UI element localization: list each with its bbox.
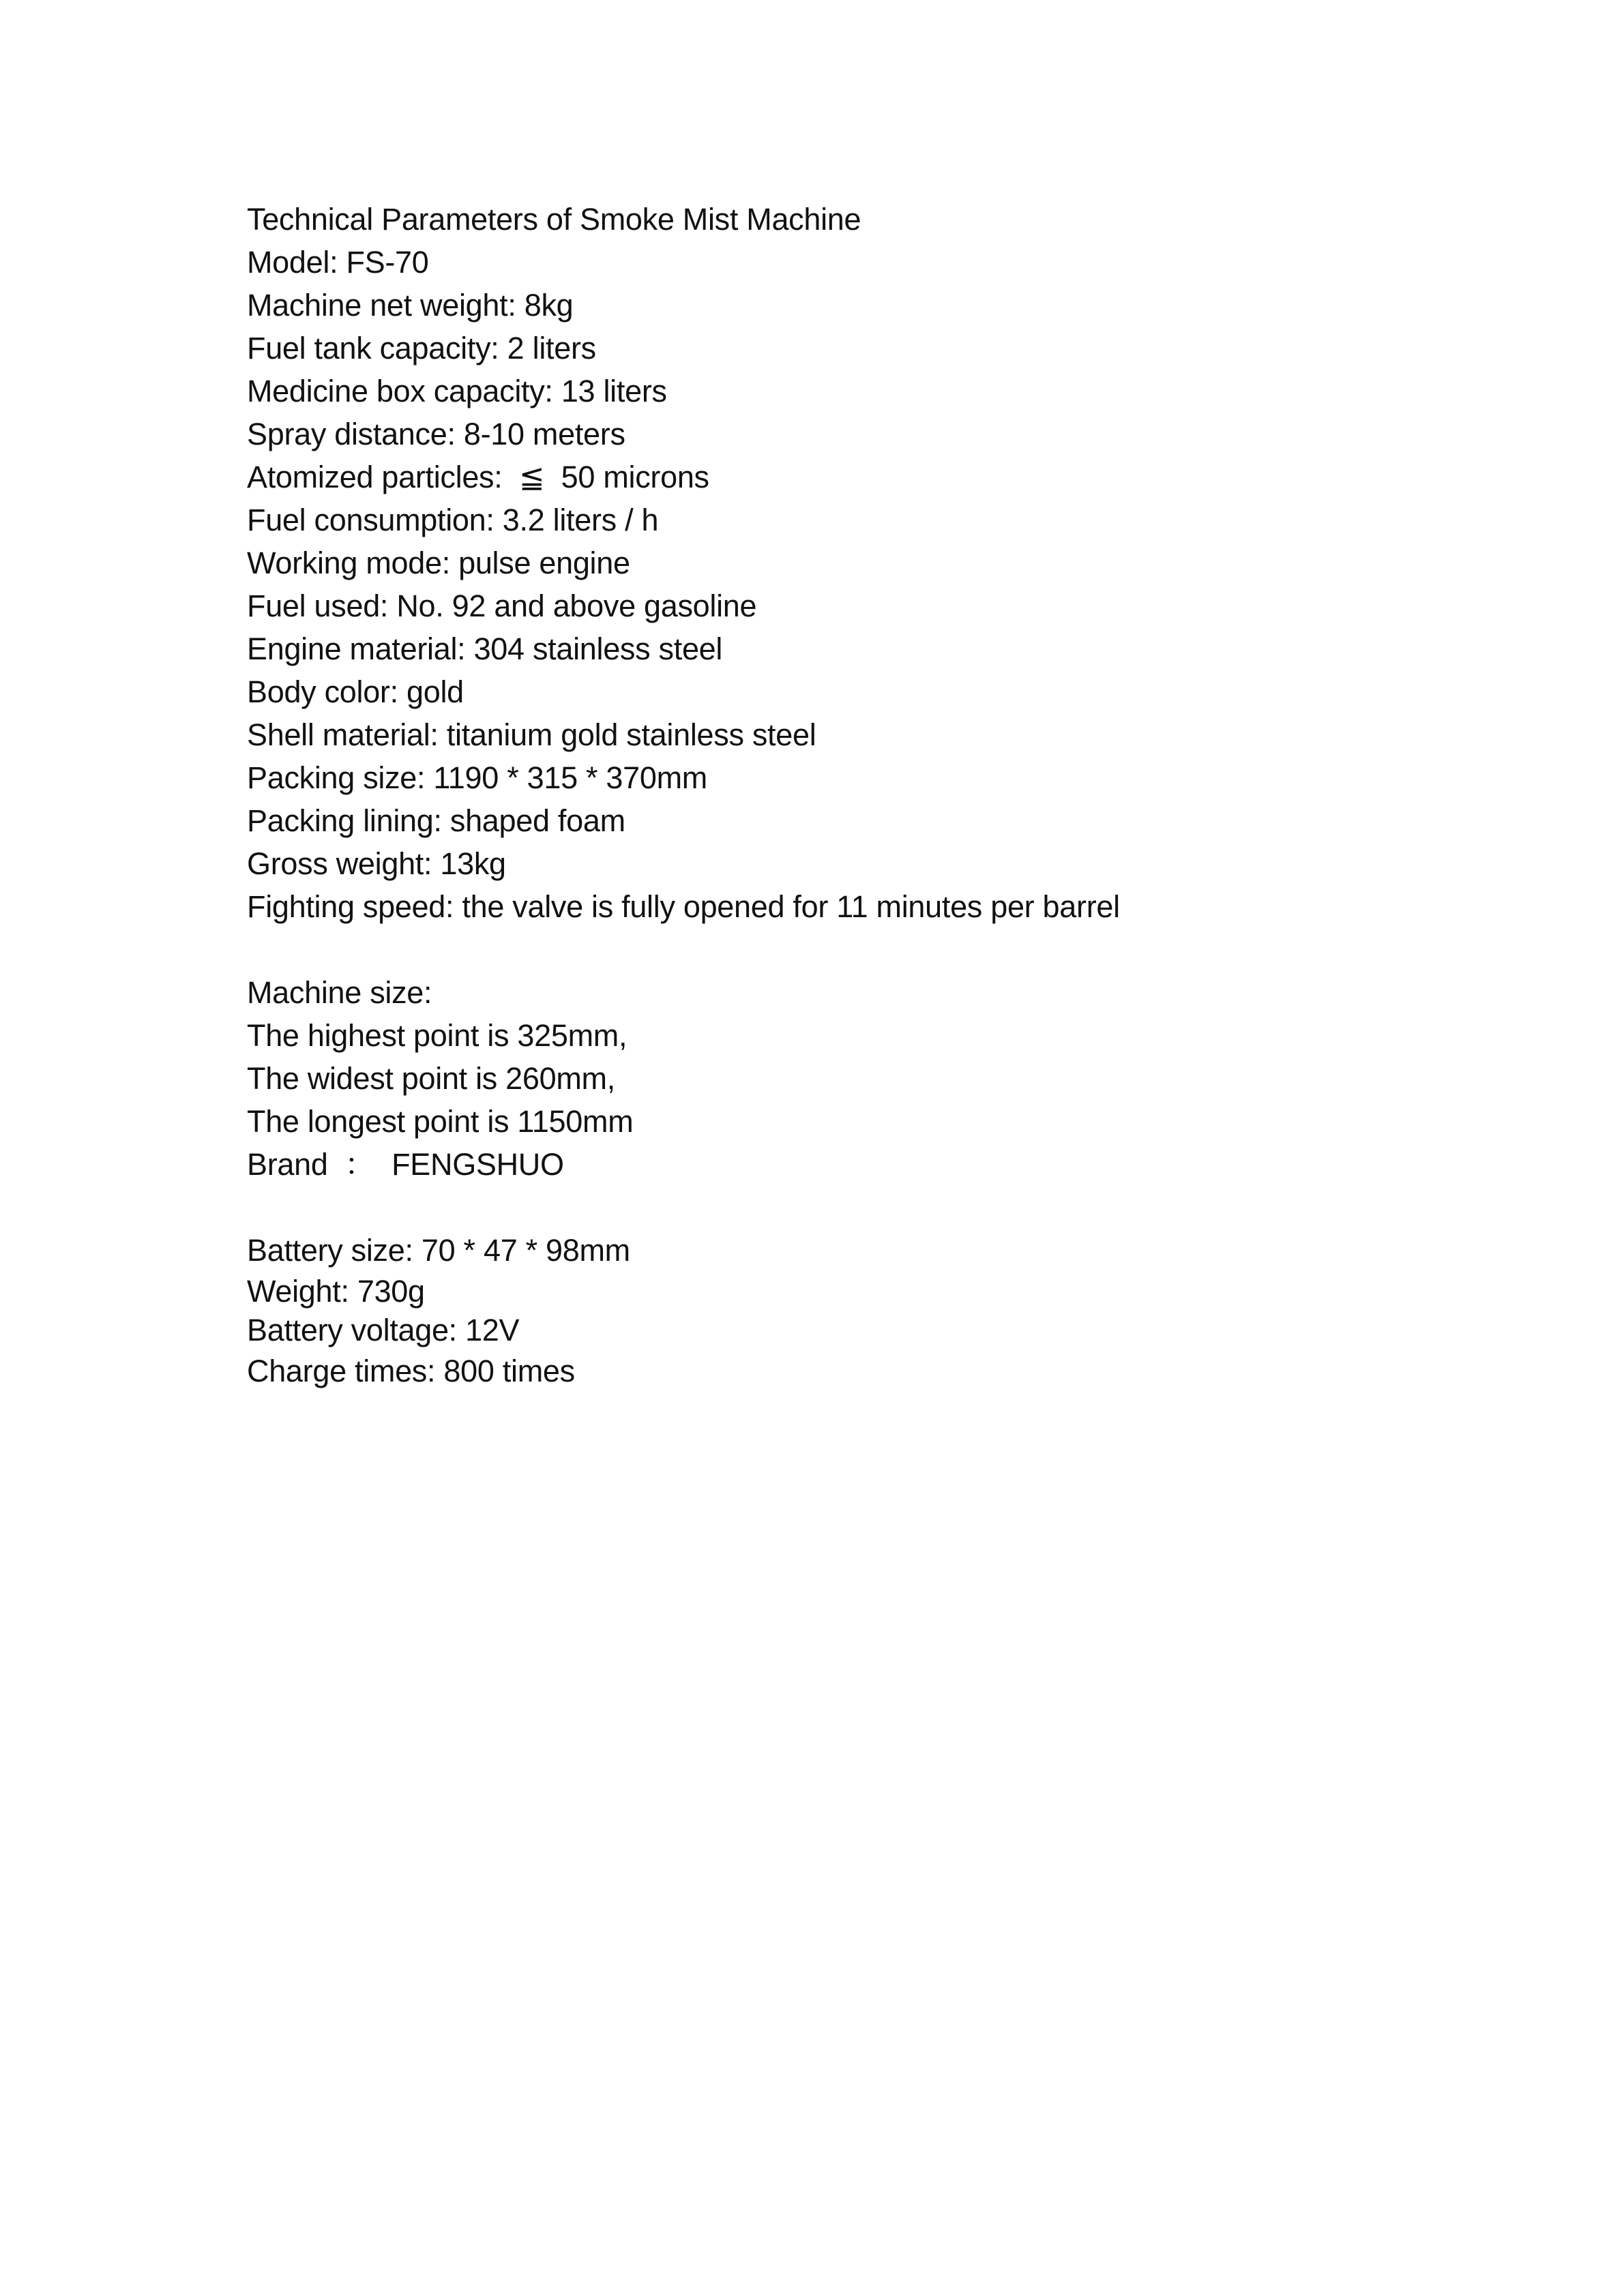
document-body: [247, 198, 1543, 1392]
spec-gross-weight: Gross weight: 13kg: [247, 846, 506, 881]
spec-model: Model: FS-70: [247, 245, 429, 280]
spec-working-mode: Working mode: pulse engine: [247, 546, 630, 580]
document-title: Technical Parameters of Smoke Mist Machine: [247, 202, 861, 237]
machine-size-length: The longest point is 1150mm: [247, 1104, 634, 1139]
spec-shell-material: Shell material: titanium gold stainless steel: [247, 717, 816, 752]
spec-medicine-box: Medicine box capacity: 13 liters: [247, 374, 667, 408]
machine-size-heading: Machine size:: [247, 975, 432, 1010]
spec-atomized-particles: Atomized particles: ≦ 50 microns: [247, 460, 709, 494]
section-spacer: [247, 928, 1543, 971]
spec-list: [247, 241, 1543, 928]
spec-fighting-speed: Fighting speed: the valve is fully opened for 11 minutes per barrel: [247, 889, 1120, 924]
spec-packing-lining: Packing lining: shaped foam: [247, 803, 625, 838]
battery-size: Battery size: 70 * 47 * 98mm: [247, 1233, 630, 1268]
spec-net-weight: Machine net weight: 8kg: [247, 288, 574, 323]
section-spacer: [247, 1186, 1543, 1229]
spec-fuel-used: Fuel used: No. 92 and above gasoline: [247, 588, 757, 623]
machine-size-width: The widest point is 260mm,: [247, 1061, 615, 1096]
battery-voltage: Battery voltage: 12V: [247, 1313, 520, 1347]
spec-fuel-consumption: Fuel consumption: 3.2 liters / h: [247, 503, 659, 537]
battery-section: [247, 1229, 1543, 1392]
spec-body-color: Body color: gold: [247, 674, 464, 709]
battery-charge-times: Charge times: 800 times: [247, 1354, 575, 1388]
spec-engine-material: Engine material: 304 stainless steel: [247, 631, 723, 666]
machine-size-height: The highest point is 325mm,: [247, 1018, 628, 1053]
spec-spray-distance: Spray distance: 8-10 meters: [247, 417, 625, 451]
spec-packing-size: Packing size: 1190 * 315 * 370mm: [247, 760, 707, 795]
machine-size-section: [247, 971, 1543, 1186]
brand-line: Brand ： FENGSHUO: [247, 1147, 564, 1182]
battery-weight: Weight: 730g: [247, 1274, 425, 1309]
spec-fuel-tank: Fuel tank capacity: 2 liters: [247, 331, 596, 366]
